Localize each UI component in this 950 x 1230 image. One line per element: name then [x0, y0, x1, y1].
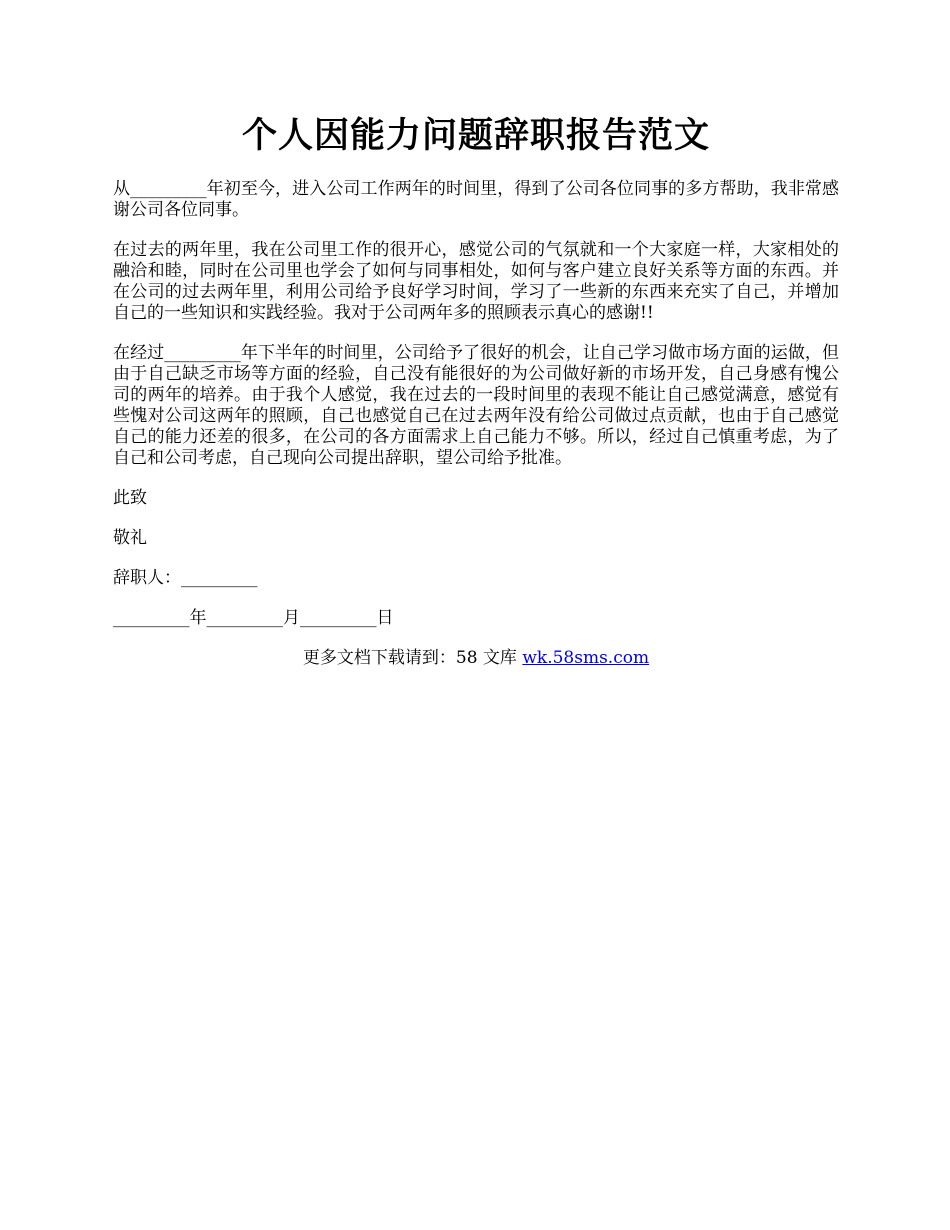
intro-prefix: 从 — [113, 179, 131, 199]
month-blank: _________ — [206, 608, 283, 628]
month-label: 月 — [283, 608, 300, 628]
paragraph-gratitude: 在过去的两年里，我在公司里工作的很开心，感觉公司的气氛就和一个大家庭一样，大家相处的融洽和睦，同时在公司里也学会了如何与同事相处，如何与客户建立良好关系等方面的东西。并在公司的过去两年里，利用公司给予良好学习时间，学习了一些新的东西来充实了自己，并增加自己的一些知识和实践经验。我对于公司两年多的照顾表示真心的感谢!! — [113, 240, 839, 323]
paragraph-intro — [113, 179, 839, 221]
footer-link[interactable]: wk.58sms.com — [522, 648, 650, 668]
signer-line — [113, 568, 839, 589]
paragraph-reason — [113, 343, 839, 469]
document-page — [113, 0, 839, 669]
signer-label: 辞职人： — [113, 568, 181, 588]
year-blank: _________ — [113, 608, 190, 628]
salutation: 此致 — [113, 488, 147, 508]
document-body — [113, 179, 839, 629]
footer-text: 更多文档下载请到：58 文库 — [302, 648, 523, 668]
day-label: 日 — [376, 608, 394, 628]
reason-text: 年下半年的时间里，公司给予了很好的机会，让自己学习做市场方面的运做，但由于自己缺乏市场等方面的经验，自己没有能很好的为公司做好新的市场开发，自己身感有愧公司的两年的培养。由于我个人感觉，我在过去的一段时间里的表现不能让自己感觉满意，感觉有些愧对公司这两年的照顾，自己也感觉自己在过去两年没有给公司做过点贡献，也由于自己感觉自己的能力还差的很多，在公司的各方面需求上自己能力不够。所以，经过自己慎重考虑，为了自己和公司考虑，自己现向公司提出辞职，望公司给予批准。 — [113, 343, 840, 468]
regards: 敬礼 — [113, 528, 147, 548]
intro-blank: _________ — [130, 179, 207, 199]
reason-blank: _________ — [164, 343, 241, 363]
signer-blank: _________ — [181, 568, 258, 588]
year-label: 年 — [189, 608, 207, 628]
date-line — [113, 608, 839, 629]
download-footer — [113, 648, 839, 669]
day-blank: _________ — [300, 608, 377, 628]
intro-text: 年初至今，进入公司工作两年的时间里，得到了公司各位同事的多方帮助，我非常感谢公司各位同事。 — [113, 179, 839, 220]
reason-prefix: 在经过 — [113, 343, 165, 363]
document-title: 个人因能力问题辞职报告范文 — [241, 115, 710, 156]
